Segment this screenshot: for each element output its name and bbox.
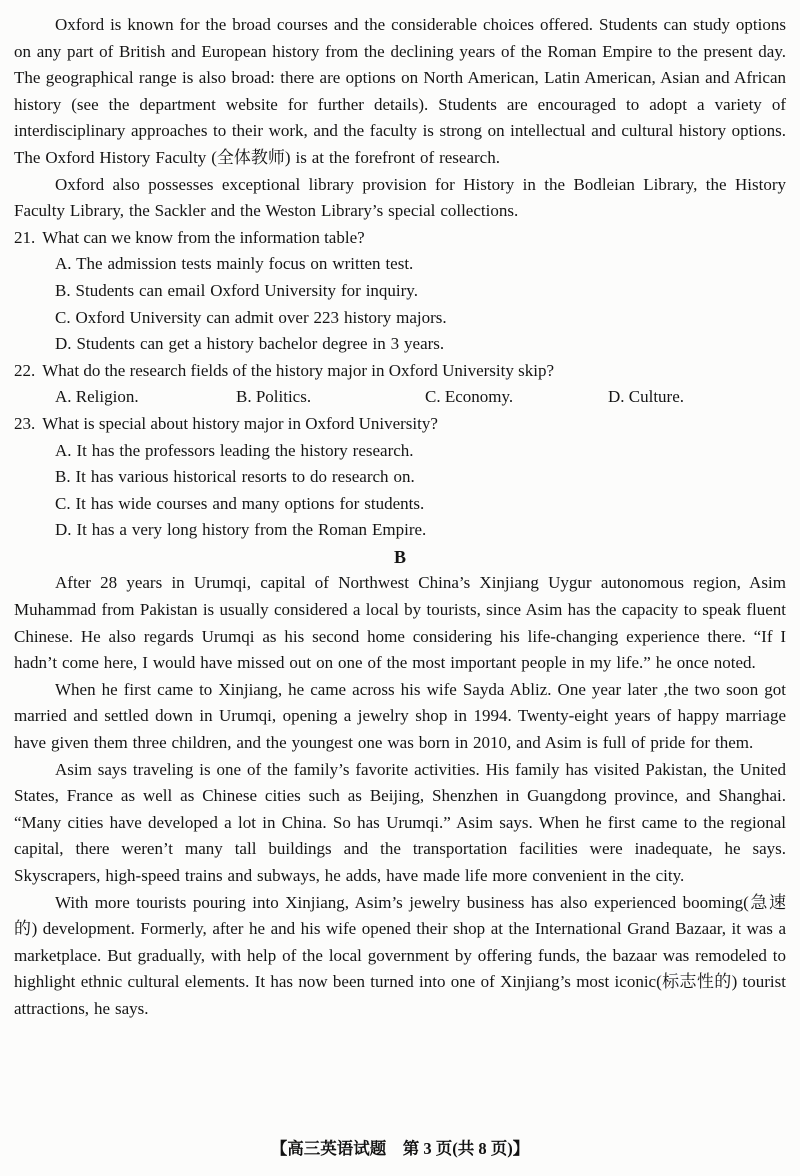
question-23-stem [14,411,786,438]
question-22-option-a: A. Religion. [55,387,139,407]
question-22-number: 22. [14,360,36,380]
section-b-paragraph-4: With more tourists pouring into Xinjiang, Asim’s jewelry business has also experienced booming(急速的) development. Formerly, after he and his wife opened their shop at the International Grand Bazaar, it was a marketplace. But gradually, with help of the local government by offering funds, the bazaar was remodeled to highlight ethnic cultural elements. It has now been turned into one of Xinjiang’s most iconic(标志性的) tourist attractions, he says. [14,892,786,1018]
question-22-text: What do the research fields of the history major in Oxford University skip? [42,360,555,380]
question-23-option-a: A. It has the professors leading the history research. [55,440,414,460]
question-21-option-b: B. Students can email Oxford University for inquiry. [55,280,418,300]
question-21-text: What can we know from the information table? [42,227,365,247]
passage-a-paragraph-1: Oxford is known for the broad courses and the considerable choices offered. Students can study options on any part of British and European history from the declining years of the Roman Empire to the present day. The geographical range is also broad: there are options on North American, Latin American, Asian and African history (see the department website for further details). Students are encouraged to adopt a variety of interdisciplinary approaches to their work, and the faculty is strong on intellectual and cultural history options. The Oxford History Faculty (全体教师) is at the forefront of research. [14,15,786,167]
page-footer: 【高三英语试题 第 3 页(共 8 页)】 [270,1139,530,1159]
passage-a-paragraph-2: Oxford also possesses exceptional library provision for History in the Bodleian Library, the History Faculty Library, the Sackler and the Weston Library’s special collections. [14,174,786,221]
question-22 [14,358,786,411]
question-23-option-c: C. It has wide courses and many options for students. [55,493,425,513]
question-23-option-b: B. It has various historical resorts to do research on. [55,467,415,487]
section-b-paragraph-2: When he first came to Xinjiang, he came across his wife Sayda Abliz. One year later ,the two soon got married and settled down in Urumqi, opening a jewelry shop in 1994. Twenty-eight years of happy marriage have given them three children, and the youngest one was born in 2010, and Asim is full of pride for them. [14,679,786,753]
question-22-option-d: D. Culture. [608,387,685,407]
question-22-options-row [55,384,786,411]
question-22-option-c: C. Economy. [425,387,514,407]
question-22-stem [14,358,786,385]
question-23-text: What is special about history major in Oxford University? [42,413,438,433]
question-21-stem [14,225,786,252]
section-b-paragraph-3: Asim says traveling is one of the family’s favorite activities. His family has visited Pakistan, the United States, France as well as Chinese cities such as Beijing, Shenzhen in Guangdong province, and Shanghai. “Many cities have developed a lot in China. So has Urumqi.” Asim says. When he first came to the regional capital, there weren’t many tall buildings and the transportation facilities were inadequate, he says. Skyscrapers, high-speed trains and subways, he adds, have made life more convenient in the city. [14,759,786,885]
section-b-heading: B [393,546,406,567]
section-b-paragraph-1: After 28 years in Urumqi, capital of Northwest China’s Xinjiang Uygur autonomous region, Asim Muhammad from Pakistan is usually considered a local by tourists, since Asim has the capacity to speak fluent Chinese. He also regards Urumqi as his second home considering his life-changing experience there. “If I hadn’t come here, I would have missed out on one of the most important people in my life.” he once noted. [14,573,786,673]
question-22-option-b: B. Politics. [236,387,312,407]
question-21-number: 21. [14,227,36,247]
question-23-option-d: D. It has a very long history from the Roman Empire. [55,520,427,540]
question-23-number: 23. [14,413,36,433]
question-21-option-c: C. Oxford University can admit over 223 history majors. [55,307,447,327]
question-21 [14,225,786,358]
question-23 [14,411,786,544]
question-21-option-a: A. The admission tests mainly focus on written test. [55,254,414,274]
question-21-option-d: D. Students can get a history bachelor degree in 3 years. [55,334,445,354]
